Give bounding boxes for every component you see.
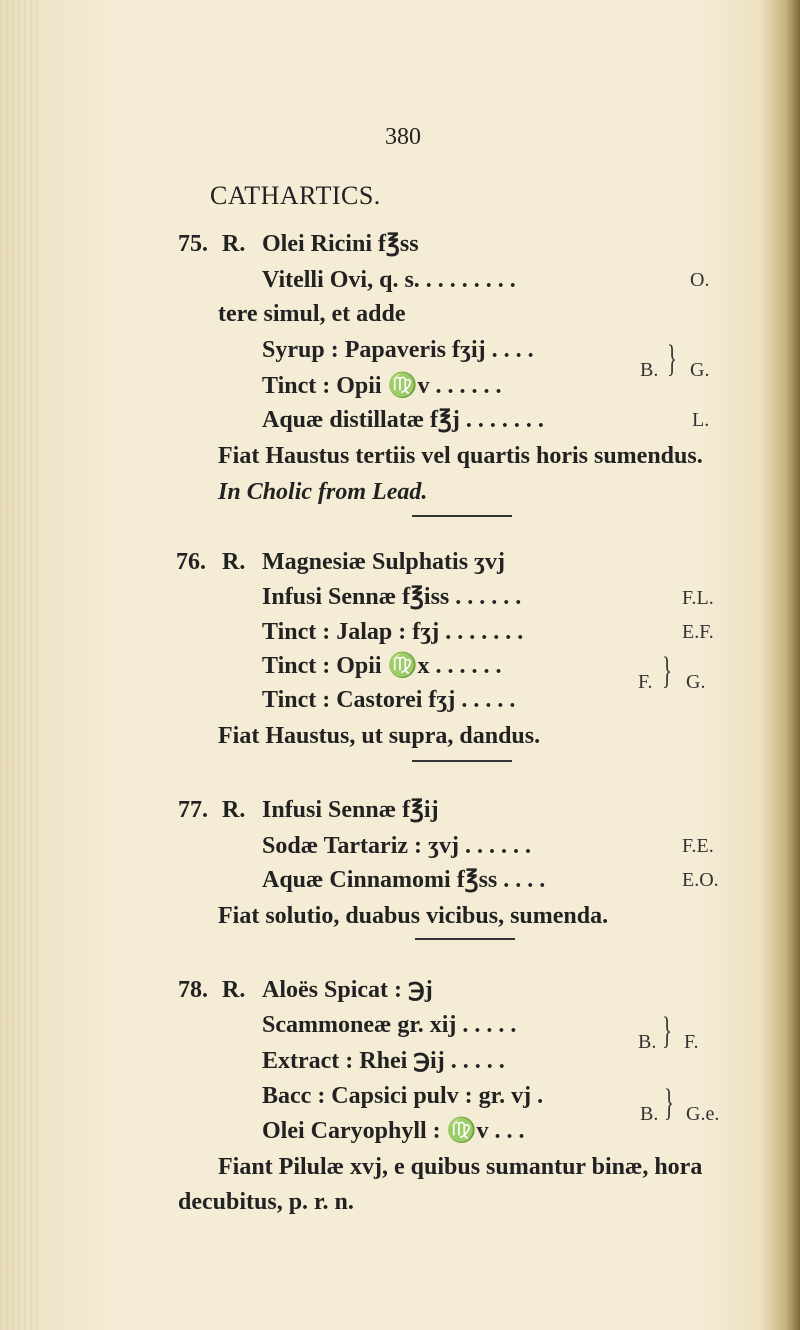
recipe-76-code-ef: E.F. xyxy=(682,621,714,643)
recipe-77-code-fe: F.E. xyxy=(682,835,714,857)
recipe-75-code-l: L. xyxy=(692,409,710,431)
recipe-76-line-4: Tinct : Opii ♍x . . . . . . xyxy=(262,653,502,679)
recipe-78-code-ge: G.e. xyxy=(686,1103,720,1125)
recipe-78-brace-1: } xyxy=(662,1010,673,1052)
recipe-78-code-b2: B. xyxy=(640,1103,659,1125)
recipe-76-line-5: Tinct : Castorei fʒj . . . . . xyxy=(262,687,516,713)
recipe-76-line-1: Magnesiæ Sulphatis ʒvj xyxy=(262,549,506,575)
recipe-77-line-3: Aquæ Cinnamomi f℥ss . . . . xyxy=(262,867,546,893)
recipe-78-line-1: Aloës Spicat : ℈j xyxy=(262,977,433,1003)
recipe-77-instruction: Fiat solutio, duabus vicibus, sumenda. xyxy=(218,903,609,929)
recipe-76-code-g: G. xyxy=(686,671,706,693)
recipe-75-line-4: Syrup : Papaveris fʒij . . . . xyxy=(262,337,534,363)
recipe-76-line-2: Infusi Sennæ f℥iss . . . . . . xyxy=(262,584,522,610)
recipe-75-line-2: Vitelli Ovi, q. s. . . . . . . . . xyxy=(262,267,516,293)
recipe-76-code-fl: F.L. xyxy=(682,587,714,609)
recipe-76-code-f: F. xyxy=(638,671,653,693)
recipe-78-brace-2: } xyxy=(664,1082,675,1124)
recipe-78-line-5: Olei Caryophyll : ♍v . . . xyxy=(262,1118,525,1144)
recipe-75-code-o: O. xyxy=(690,269,710,291)
recipe-75-line-3: tere simul, et adde xyxy=(218,301,406,327)
recipe-78-line-3: Extract : Rhei ℈ij . . . . . xyxy=(262,1048,505,1074)
recipe-78-line-4: Bacc : Capsici pulv : gr. vj . xyxy=(262,1083,544,1109)
recipe-75-brace: } xyxy=(667,338,678,380)
recipe-78-instruction-1: Fiant Pilulæ xvj, e quibus sumantur binæ, hora xyxy=(218,1154,703,1180)
divider-1 xyxy=(412,515,512,517)
recipe-77-line-2: Sodæ Tartariz : ʒvj . . . . . . xyxy=(262,833,532,859)
divider-3 xyxy=(415,938,515,940)
recipe-76-rx: R. xyxy=(222,549,246,575)
recipe-75-number: 75. xyxy=(178,231,208,257)
divider-2 xyxy=(412,760,512,762)
recipe-78-instruction-2: decubitus, p. r. n. xyxy=(178,1189,354,1215)
recipe-78-code-b1: B. xyxy=(638,1031,657,1053)
recipe-76-line-3: Tinct : Jalap : fʒj . . . . . . . xyxy=(262,619,524,645)
recipe-78-line-2: Scammoneæ gr. xij . . . . . xyxy=(262,1012,517,1038)
recipe-76-number: 76. xyxy=(176,549,206,575)
recipe-75-line-5: Tinct : Opii ♍v . . . . . . xyxy=(262,373,502,399)
recipe-75-line-6: Aquæ distillatæ f℥j . . . . . . . xyxy=(262,407,544,433)
recipe-75-code-g: G. xyxy=(690,359,710,381)
recipe-77-rx: R. xyxy=(222,797,246,823)
recipe-78-code-f: F. xyxy=(684,1031,699,1053)
recipe-77-code-eo: E.O. xyxy=(682,869,719,891)
recipe-77-number: 77. xyxy=(178,797,208,823)
chapter-heading: CATHARTICS. xyxy=(210,181,381,210)
recipe-78-number: 78. xyxy=(178,977,208,1003)
recipe-75-note: In Cholic from Lead. xyxy=(218,479,428,505)
recipe-78-rx: R. xyxy=(222,977,246,1003)
recipe-76-instruction: Fiat Haustus, ut supra, dandus. xyxy=(218,723,541,749)
recipe-75-instruction: Fiat Haustus tertiis vel quartis horis sumendus. xyxy=(218,443,703,469)
recipe-76-brace: } xyxy=(662,650,673,692)
recipe-77-line-1: Infusi Sennæ f℥ij xyxy=(262,797,439,823)
recipe-75-code-b: B. xyxy=(640,359,659,381)
page-number: 380 xyxy=(385,124,421,150)
recipe-75-line-1: Olei Ricini f℥ss xyxy=(262,231,419,257)
recipe-75-rx: R. xyxy=(222,231,246,257)
